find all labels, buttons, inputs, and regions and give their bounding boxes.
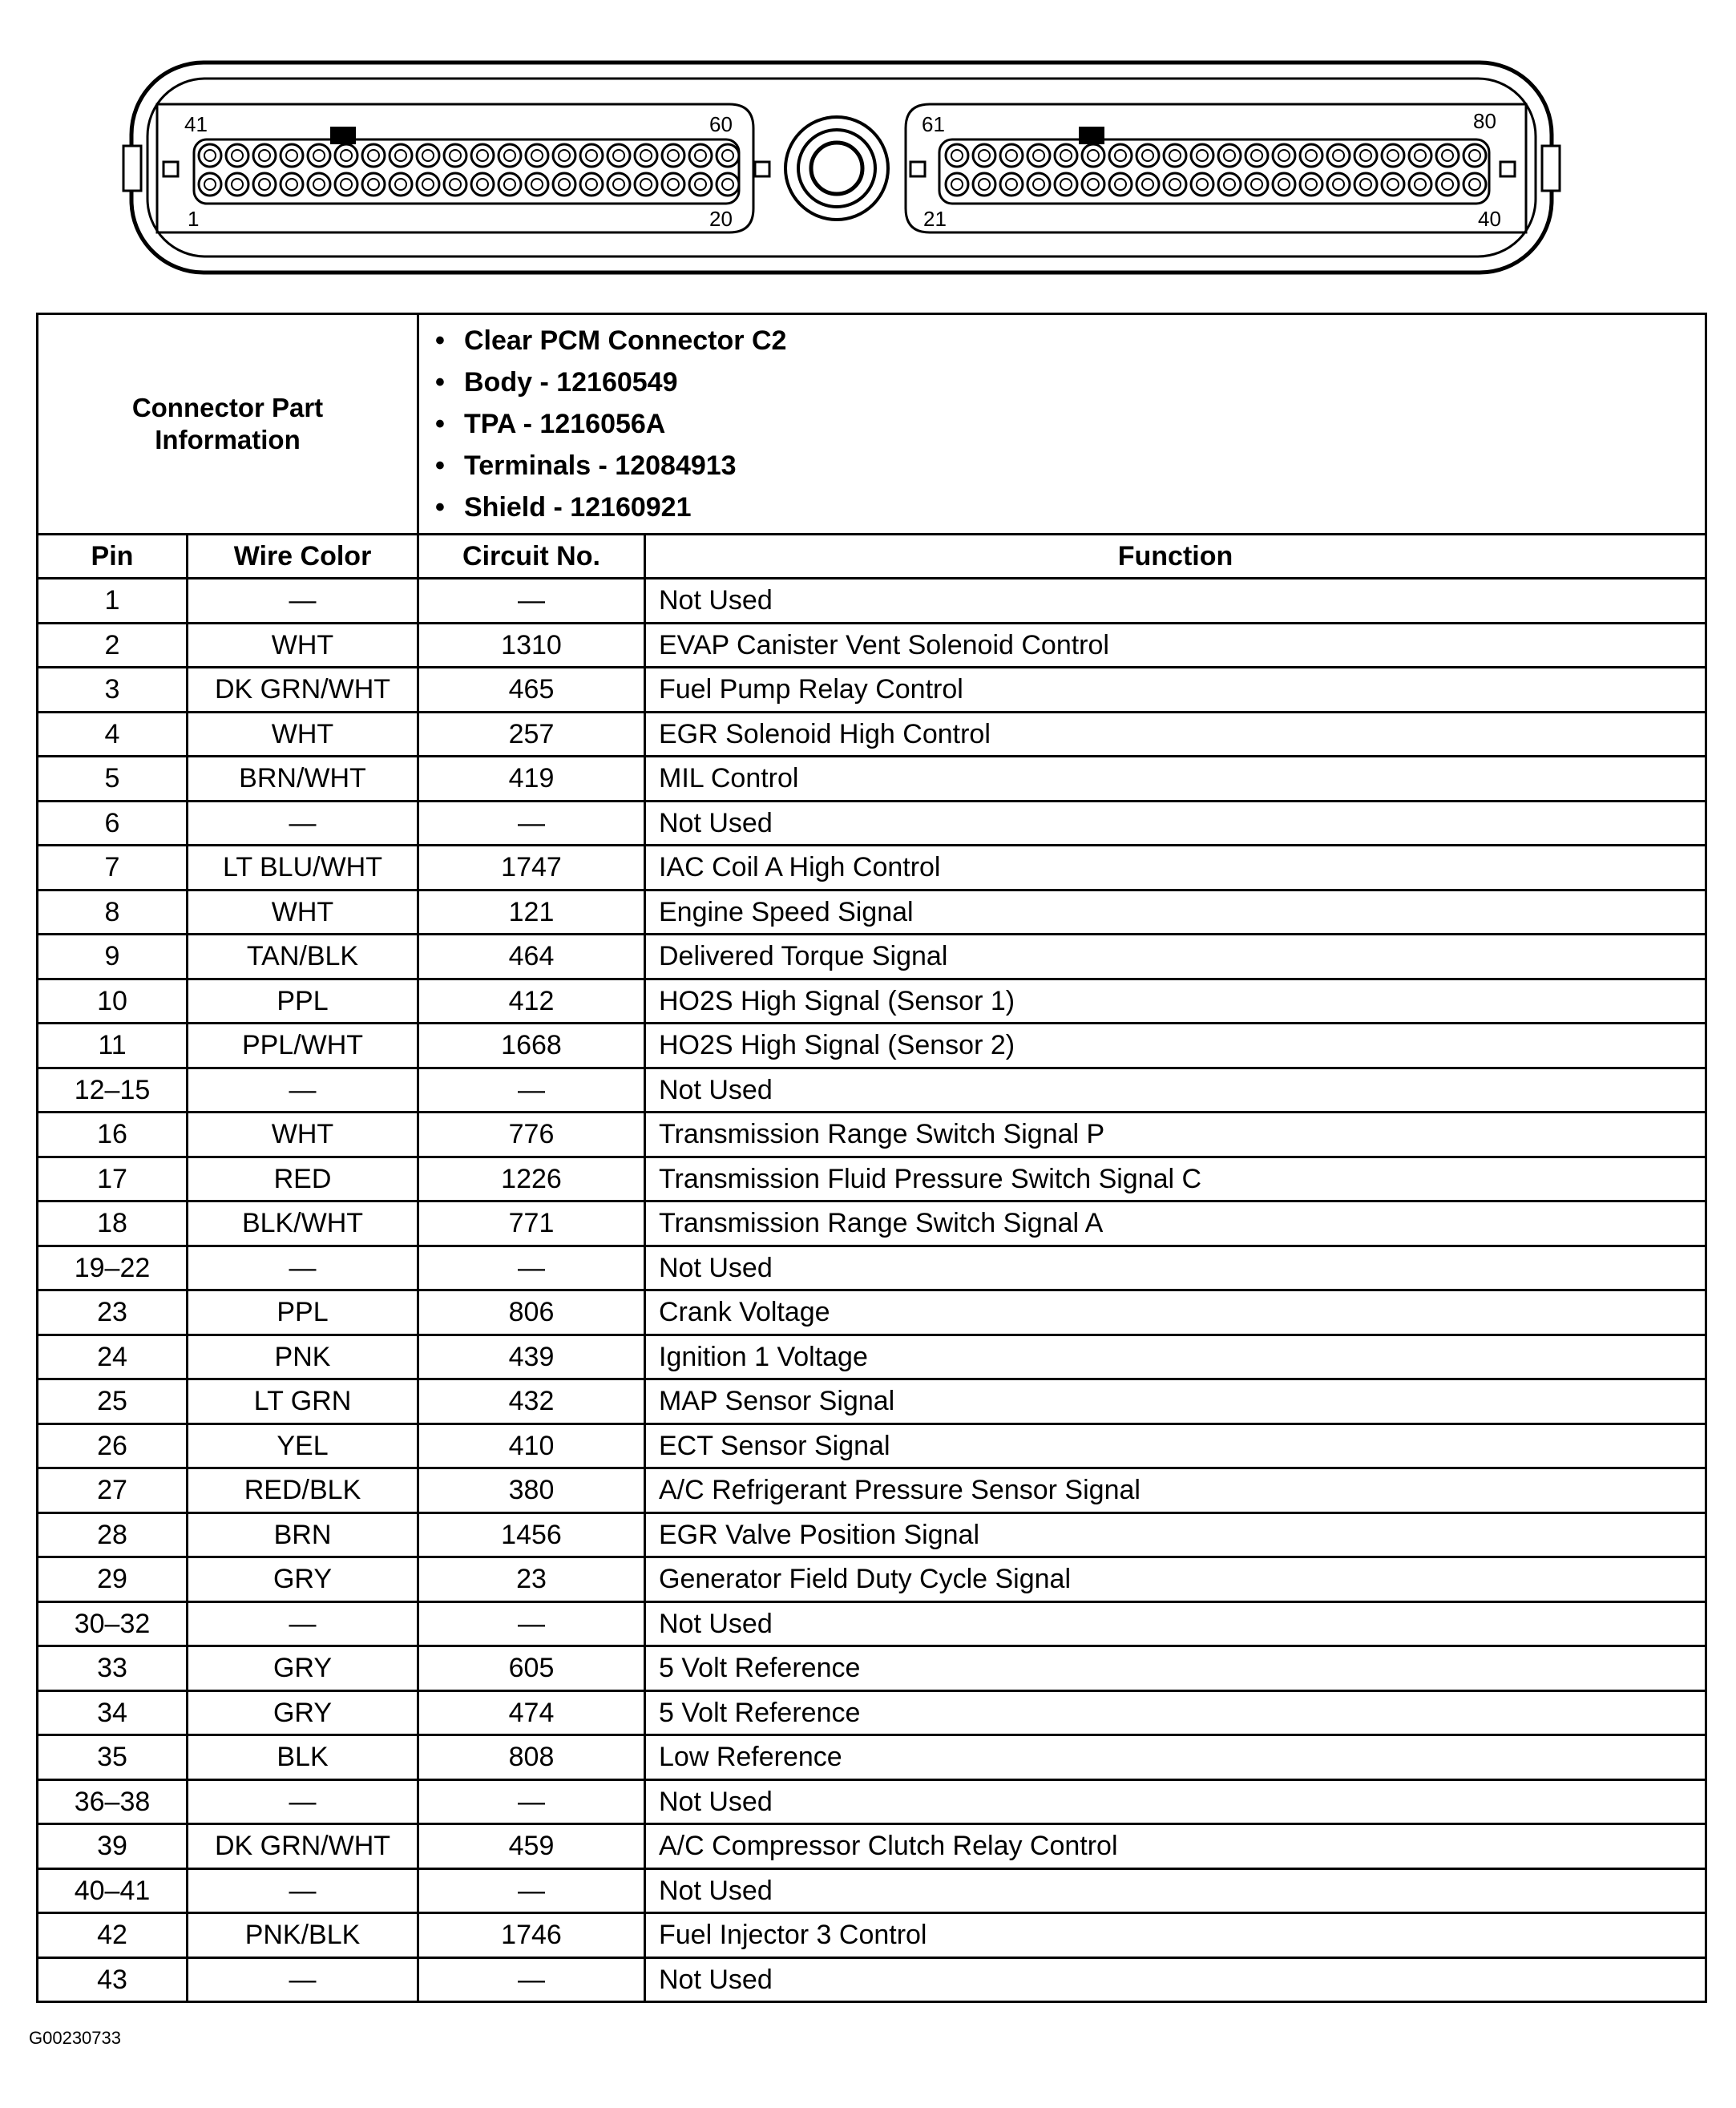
pin-cell: 16 — [38, 1113, 188, 1157]
wire-color-cell: BLK/WHT — [188, 1201, 418, 1246]
pin-hole — [1136, 144, 1159, 167]
pin-hole — [417, 144, 439, 167]
function-cell: ECT Sensor Signal — [645, 1424, 1706, 1468]
pin-cell: 5 — [38, 757, 188, 802]
wire-color-cell: YEL — [188, 1424, 418, 1468]
wire-color-cell: PPL — [188, 1290, 418, 1335]
wire-color-cell: GRY — [188, 1557, 418, 1602]
pin-label-60: 60 — [709, 112, 733, 136]
header-pin: Pin — [38, 535, 188, 579]
pin-cell: 6 — [38, 801, 188, 846]
pin-hole — [471, 144, 494, 167]
table-row — [38, 1068, 1706, 1113]
pin-cell: 28 — [38, 1512, 188, 1557]
function-cell: IAC Coil A High Control — [645, 846, 1706, 890]
table-row — [38, 1024, 1706, 1068]
function-cell: HO2S High Signal (Sensor 2) — [645, 1024, 1706, 1068]
part-info-item: • Clear PCM Connector C2 — [464, 320, 1705, 361]
pin-cell: 26 — [38, 1424, 188, 1468]
column-header-row — [38, 535, 1706, 579]
wire-color-cell: GRY — [188, 1690, 418, 1735]
pin-cell: 33 — [38, 1646, 188, 1691]
pin-label-21: 21 — [923, 207, 947, 231]
pin-hole — [1382, 173, 1404, 196]
pin-hole — [1109, 144, 1132, 167]
pin-cell: 25 — [38, 1379, 188, 1424]
table-row — [38, 890, 1706, 935]
circuit-no-cell: 257 — [418, 712, 645, 757]
key-left — [755, 162, 769, 176]
pin-hole — [635, 173, 657, 196]
circuit-no-cell: 412 — [418, 979, 645, 1024]
pin-hole — [444, 144, 466, 167]
table-row — [38, 1646, 1706, 1691]
function-cell: A/C Refrigerant Pressure Sensor Signal — [645, 1468, 1706, 1513]
pin-cell: 2 — [38, 623, 188, 668]
wire-color-cell: PNK/BLK — [188, 1913, 418, 1958]
pin-hole — [1109, 173, 1132, 196]
pin-hole — [1164, 173, 1186, 196]
function-cell: MIL Control — [645, 757, 1706, 802]
figure-code: G00230733 — [29, 2028, 121, 2048]
circuit-no-cell: — — [418, 1068, 645, 1113]
circuit-no-cell: 771 — [418, 1201, 645, 1246]
pin-cell: 4 — [38, 712, 188, 757]
wire-color-cell: WHT — [188, 712, 418, 757]
function-cell: Not Used — [645, 1868, 1706, 1913]
table-row — [38, 1512, 1706, 1557]
pin-hole — [1300, 144, 1322, 167]
table-body — [38, 579, 1706, 2002]
pin-hole — [390, 144, 412, 167]
table-row — [38, 712, 1706, 757]
pin-hole — [1436, 144, 1459, 167]
wire-color-cell: DK GRN/WHT — [188, 1824, 418, 1869]
pin-hole — [973, 144, 995, 167]
pin-hole — [1463, 144, 1486, 167]
wire-color-cell: WHT — [188, 623, 418, 668]
table-row — [38, 1335, 1706, 1379]
pin-hole — [1082, 144, 1104, 167]
wire-color-cell: RED — [188, 1157, 418, 1201]
pin-hole — [1463, 173, 1486, 196]
pin-cell: 24 — [38, 1335, 188, 1379]
pin-hole — [471, 173, 494, 196]
circuit-no-cell: 806 — [418, 1290, 645, 1335]
wire-color-cell: — — [188, 1957, 418, 2002]
circuit-no-cell: 121 — [418, 890, 645, 935]
pin-hole — [1382, 144, 1404, 167]
pin-hole — [417, 173, 439, 196]
wire-color-cell: LT BLU/WHT — [188, 846, 418, 890]
pin-hole — [1082, 173, 1104, 196]
pin-hole — [580, 173, 603, 196]
pin-cell: 23 — [38, 1290, 188, 1335]
pin-hole — [444, 173, 466, 196]
polarization-mark-right — [1079, 127, 1104, 144]
function-cell: Transmission Range Switch Signal P — [645, 1113, 1706, 1157]
pin-label-20: 20 — [709, 207, 733, 231]
pin-cell: 40–41 — [38, 1868, 188, 1913]
part-info-item: • Body - 12160549 — [464, 361, 1705, 403]
pin-hole — [1164, 144, 1186, 167]
header-wire-color: Wire Color — [188, 535, 418, 579]
pin-hole — [1409, 173, 1431, 196]
function-cell: Fuel Injector 3 Control — [645, 1913, 1706, 1958]
table-row — [38, 1601, 1706, 1646]
table-row — [38, 1468, 1706, 1513]
function-cell: Not Used — [645, 1957, 1706, 2002]
function-cell: Not Used — [645, 1246, 1706, 1290]
pin-label-61: 61 — [922, 112, 945, 136]
pin-hole — [335, 173, 357, 196]
pin-cell: 19–22 — [38, 1246, 188, 1290]
table-row — [38, 935, 1706, 979]
pin-hole — [1136, 173, 1159, 196]
pin-hole — [335, 144, 357, 167]
pin-hole — [608, 173, 630, 196]
wire-color-cell: BRN — [188, 1512, 418, 1557]
function-cell: Crank Voltage — [645, 1290, 1706, 1335]
wire-color-cell: RED/BLK — [188, 1468, 418, 1513]
pin-hole — [1055, 173, 1077, 196]
wire-color-cell: — — [188, 1068, 418, 1113]
wire-color-cell: — — [188, 1246, 418, 1290]
function-cell: Not Used — [645, 1779, 1706, 1824]
circuit-no-cell: 1456 — [418, 1512, 645, 1557]
circuit-no-cell: 1668 — [418, 1024, 645, 1068]
pin-hole — [526, 173, 548, 196]
pin-hole — [1218, 173, 1241, 196]
pin-hole — [308, 173, 330, 196]
pin-hole — [308, 144, 330, 167]
wire-color-cell: — — [188, 1779, 418, 1824]
circuit-no-cell: 23 — [418, 1557, 645, 1602]
left-pin-field — [194, 139, 739, 204]
function-cell: HO2S High Signal (Sensor 1) — [645, 979, 1706, 1024]
table-row — [38, 579, 1706, 624]
pin-hole — [1027, 173, 1050, 196]
circuit-no-cell: 1226 — [418, 1157, 645, 1201]
pin-hole — [390, 173, 412, 196]
pin-hole — [1409, 144, 1431, 167]
function-cell: Delivered Torque Signal — [645, 935, 1706, 979]
table-row — [38, 1779, 1706, 1824]
wire-color-cell: WHT — [188, 1113, 418, 1157]
pin-hole — [253, 144, 276, 167]
pin-hole — [362, 173, 385, 196]
wire-color-cell: PPL — [188, 979, 418, 1024]
table-row — [38, 757, 1706, 802]
circuit-no-cell: 1747 — [418, 846, 645, 890]
circuit-no-cell: 432 — [418, 1379, 645, 1424]
part-info-row — [38, 314, 1706, 535]
circuit-no-cell: 1310 — [418, 623, 645, 668]
part-info-item: • TPA - 1216056A — [464, 403, 1705, 445]
key-right — [910, 162, 925, 176]
table-row — [38, 1735, 1706, 1780]
pin-cell: 35 — [38, 1735, 188, 1780]
function-cell: 5 Volt Reference — [645, 1646, 1706, 1691]
pin-cell: 17 — [38, 1157, 188, 1201]
pin-cell: 10 — [38, 979, 188, 1024]
pin-hole — [1191, 173, 1213, 196]
function-cell: Not Used — [645, 1601, 1706, 1646]
wire-color-cell: — — [188, 1868, 418, 1913]
table-row — [38, 1957, 1706, 2002]
right-block-cavity — [906, 104, 1526, 232]
function-cell: 5 Volt Reference — [645, 1690, 1706, 1735]
pin-cell: 30–32 — [38, 1601, 188, 1646]
circuit-no-cell: — — [418, 1957, 645, 2002]
pin-cell: 42 — [38, 1913, 188, 1958]
pin-hole — [973, 173, 995, 196]
circuit-no-cell: — — [418, 1601, 645, 1646]
pin-cell: 43 — [38, 1957, 188, 2002]
wire-color-cell: BLK — [188, 1735, 418, 1780]
pin-hole — [226, 173, 248, 196]
circuit-no-cell: — — [418, 1246, 645, 1290]
part-info-details — [418, 314, 1706, 535]
pin-cell: 18 — [38, 1201, 188, 1246]
wire-color-cell: WHT — [188, 890, 418, 935]
key-far-right — [1500, 162, 1515, 176]
table-row — [38, 1379, 1706, 1424]
pin-hole — [689, 144, 712, 167]
circuit-no-cell: 605 — [418, 1646, 645, 1691]
table-row — [38, 1246, 1706, 1290]
wire-color-cell: GRY — [188, 1646, 418, 1691]
pin-label-1: 1 — [188, 207, 200, 231]
circuit-no-cell: — — [418, 1779, 645, 1824]
latch-right — [1542, 146, 1560, 191]
table-row — [38, 1557, 1706, 1602]
pinout-table — [36, 313, 1707, 2003]
pin-hole — [1000, 144, 1023, 167]
pin-hole — [635, 144, 657, 167]
pin-cell: 1 — [38, 579, 188, 624]
wire-color-cell: — — [188, 1601, 418, 1646]
circuit-no-cell: 410 — [418, 1424, 645, 1468]
pin-cell: 34 — [38, 1690, 188, 1735]
pin-hole — [1055, 144, 1077, 167]
circuit-no-cell: 1746 — [418, 1913, 645, 1958]
part-info-item: • Shield - 12160921 — [464, 487, 1705, 528]
pin-hole — [946, 144, 968, 167]
pin-hole — [662, 173, 684, 196]
pin-label-41: 41 — [184, 112, 208, 136]
function-cell: MAP Sensor Signal — [645, 1379, 1706, 1424]
table-row — [38, 846, 1706, 890]
circuit-no-cell: — — [418, 1868, 645, 1913]
pin-hole — [1245, 173, 1268, 196]
pin-hole — [526, 144, 548, 167]
circuit-no-cell: 419 — [418, 757, 645, 802]
pin-hole — [1273, 144, 1295, 167]
function-cell: Low Reference — [645, 1735, 1706, 1780]
pin-cell: 12–15 — [38, 1068, 188, 1113]
pin-hole — [1327, 173, 1350, 196]
circuit-no-cell: 776 — [418, 1113, 645, 1157]
pin-cell: 27 — [38, 1468, 188, 1513]
header-function: Function — [645, 535, 1706, 579]
pin-cell: 7 — [38, 846, 188, 890]
latch-left — [123, 146, 141, 191]
pin-hole — [717, 144, 739, 167]
function-cell: Transmission Range Switch Signal A — [645, 1201, 1706, 1246]
pin-hole — [689, 173, 712, 196]
table-row — [38, 1290, 1706, 1335]
table-row — [38, 801, 1706, 846]
function-cell: A/C Compressor Clutch Relay Control — [645, 1824, 1706, 1869]
circuit-no-cell: 465 — [418, 668, 645, 713]
connector-diagram — [120, 56, 1563, 281]
function-cell: Fuel Pump Relay Control — [645, 668, 1706, 713]
pin-hole — [553, 173, 575, 196]
pin-hole — [662, 144, 684, 167]
circuit-no-cell: 464 — [418, 935, 645, 979]
wire-color-cell: — — [188, 801, 418, 846]
part-info-list — [464, 320, 1705, 528]
pin-hole — [1000, 173, 1023, 196]
function-cell: Not Used — [645, 1068, 1706, 1113]
pin-hole — [580, 144, 603, 167]
circuit-no-cell: 808 — [418, 1735, 645, 1780]
part-info-item: • Terminals - 12084913 — [464, 445, 1705, 487]
function-cell: EGR Valve Position Signal — [645, 1512, 1706, 1557]
polarization-mark-left — [330, 127, 356, 144]
wire-color-cell: BRN/WHT — [188, 757, 418, 802]
table-row — [38, 1113, 1706, 1157]
pin-hole — [1327, 144, 1350, 167]
pin-hole — [1027, 144, 1050, 167]
pin-hole — [1354, 173, 1377, 196]
wire-color-cell: LT GRN — [188, 1379, 418, 1424]
circuit-no-cell: 439 — [418, 1335, 645, 1379]
pin-hole — [281, 144, 303, 167]
table-row — [38, 1868, 1706, 1913]
pin-hole — [499, 173, 521, 196]
pin-cell: 11 — [38, 1024, 188, 1068]
pin-hole — [226, 144, 248, 167]
key-far-left — [164, 162, 178, 176]
table-row — [38, 979, 1706, 1024]
pin-hole — [1191, 144, 1213, 167]
pin-hole — [946, 173, 968, 196]
wire-color-cell: — — [188, 579, 418, 624]
pin-cell: 9 — [38, 935, 188, 979]
pin-hole — [362, 144, 385, 167]
pin-hole — [499, 144, 521, 167]
part-info-label: Connector Part Information — [38, 314, 418, 535]
pin-cell: 29 — [38, 1557, 188, 1602]
function-cell: Transmission Fluid Pressure Switch Signal C — [645, 1157, 1706, 1201]
pin-hole — [199, 144, 221, 167]
right-pin-holes — [946, 144, 1486, 196]
center-bolt — [785, 117, 888, 220]
function-cell: Engine Speed Signal — [645, 890, 1706, 935]
pin-hole — [1245, 144, 1268, 167]
function-cell: Ignition 1 Voltage — [645, 1335, 1706, 1379]
pin-hole — [717, 173, 739, 196]
circuit-no-cell: 459 — [418, 1824, 645, 1869]
pin-cell: 36–38 — [38, 1779, 188, 1824]
pin-hole — [1354, 144, 1377, 167]
pin-cell: 8 — [38, 890, 188, 935]
pin-hole — [253, 173, 276, 196]
circuit-no-cell: 380 — [418, 1468, 645, 1513]
function-cell: EVAP Canister Vent Solenoid Control — [645, 623, 1706, 668]
table-row — [38, 1690, 1706, 1735]
circuit-no-cell: — — [418, 579, 645, 624]
function-cell: Not Used — [645, 801, 1706, 846]
wire-color-cell: TAN/BLK — [188, 935, 418, 979]
pin-hole — [1218, 144, 1241, 167]
wire-color-cell: DK GRN/WHT — [188, 668, 418, 713]
header-circuit-no: Circuit No. — [418, 535, 645, 579]
left-block-cavity — [157, 104, 753, 232]
table-row — [38, 1201, 1706, 1246]
table-row — [38, 1913, 1706, 1958]
pin-cell: 39 — [38, 1824, 188, 1869]
left-pin-holes — [199, 144, 739, 196]
table-row — [38, 1157, 1706, 1201]
pin-hole — [608, 144, 630, 167]
wire-color-cell: PPL/WHT — [188, 1024, 418, 1068]
wire-color-cell: PNK — [188, 1335, 418, 1379]
table-row — [38, 1824, 1706, 1869]
pin-hole — [1436, 173, 1459, 196]
pin-hole — [199, 173, 221, 196]
pin-cell: 3 — [38, 668, 188, 713]
pin-hole — [1300, 173, 1322, 196]
table-row — [38, 623, 1706, 668]
circuit-no-cell: 474 — [418, 1690, 645, 1735]
function-cell: EGR Solenoid High Control — [645, 712, 1706, 757]
pin-hole — [281, 173, 303, 196]
table-row — [38, 668, 1706, 713]
table-row — [38, 1424, 1706, 1468]
pin-hole — [553, 144, 575, 167]
function-cell: Not Used — [645, 579, 1706, 624]
pin-label-40: 40 — [1478, 207, 1501, 231]
pin-label-80: 80 — [1473, 109, 1496, 133]
function-cell: Generator Field Duty Cycle Signal — [645, 1557, 1706, 1602]
pin-hole — [1273, 173, 1295, 196]
circuit-no-cell: — — [418, 801, 645, 846]
